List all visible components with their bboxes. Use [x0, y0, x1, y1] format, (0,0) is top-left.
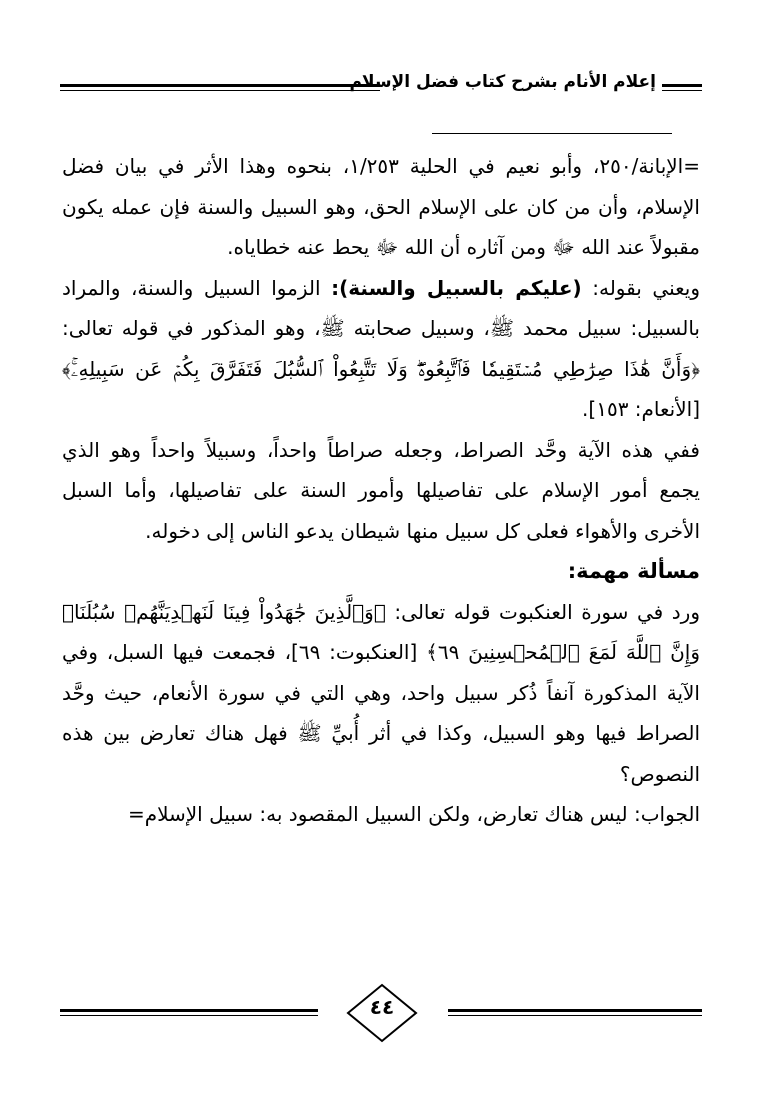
- page-number: ٤٤: [369, 995, 395, 1019]
- footer-rule-right: [448, 1009, 702, 1012]
- section-heading: مسألة مهمة:: [567, 559, 700, 583]
- footer-rule-left: [60, 1009, 318, 1012]
- paragraph-4: ورد في سورة العنكبوت قوله تعالى: ﴿وَٱلَّذِينَ جَٰهَدُواْ فِينَا لَنَهۡدِيَنَّهُمۡ سُبُلَنَاۚ وَإِنَّ ٱللَّهَ لَمَعَ ٱلۡمُحۡسِنِينَ ٦٩﴾ [العنكبوت: ٦٩]، فجمعت فيها السبل، وفي الآية المذكورة آنفاً ذُكر سبيل واحد، وهي التي في سورة الأنعام، حيث وحَّد الصراط فيها وهو السبيل، وكذا في أثر أُبيِّ ﷺ فهل هناك تعارض بين هذه النصوص؟: [62, 599, 700, 786]
- paragraph-2-lead: ويعني بقوله:: [592, 275, 700, 300]
- header-rule-right-thin: [662, 90, 702, 91]
- page-footer: [60, 975, 702, 1055]
- footer-rule-right-thin: [448, 1015, 702, 1016]
- paragraph-2: [62, 268, 700, 430]
- page-header: [60, 68, 702, 108]
- footnote-separator: [432, 133, 672, 134]
- paragraph-3: ففي هذه الآية وحَّد الصراط، وجعله صراطاً واحداً، وسبيلاً واحداً وهو الذي يجمع أمور الإسلام على تفاصيلها وأمور السنة على تفاصيلها، وأما السبل الأخرى والأهواء فعلى كل سبيل منها شيطان يدعو الناس إلى دخوله.: [62, 437, 700, 543]
- header-rule-left: [60, 84, 380, 87]
- paragraph-2-text: الزموا السبيل والسنة، والمراد بالسبيل: سبيل محمد ﷺ، وسبيل صحابته ﷺ، وهو المذكور في قوله تعالى: ﴿وَأَنَّ هَٰذَا صِرَٰطِي مُسۡتَقِيمٗا فَٱتَّبِعُوهُۖ وَلَا تَتَّبِعُواْ ٱلسُّبُلَ فَتَفَرَّقَ بِكُمۡ عَن سَبِيلِهِۦۚ﴾ [الأنعام: ١٥٣].: [62, 275, 700, 421]
- page-body: [62, 146, 700, 986]
- paragraph-2-quote: (عليكم بالسبيل والسنة):: [331, 275, 582, 300]
- paragraph-1: =الإبانة/٢٥٠، وأبو نعيم في الحلية ١/٢٥٣، بنحوه وهذا الأثر في بيان فضل الإسلام، وأن من كان على الإسلام الحق، وهو السبيل والسنة فإن عمله يكون مقبولاً عند الله ﷻ ومن آثاره أن الله ﷻ يحط عنه خطاياه.: [62, 154, 700, 259]
- header-rule-left-thin: [60, 90, 380, 91]
- footer-rule-left-thin: [60, 1015, 318, 1016]
- header-rule-right: [662, 84, 702, 87]
- paragraph-5: الجواب: ليس هناك تعارض، ولكن السبيل المقصود به: سبيل الإسلام=: [127, 802, 700, 826]
- book-title: إعلام الأنام بشرح كتاب فضل الإسلام: [349, 72, 656, 92]
